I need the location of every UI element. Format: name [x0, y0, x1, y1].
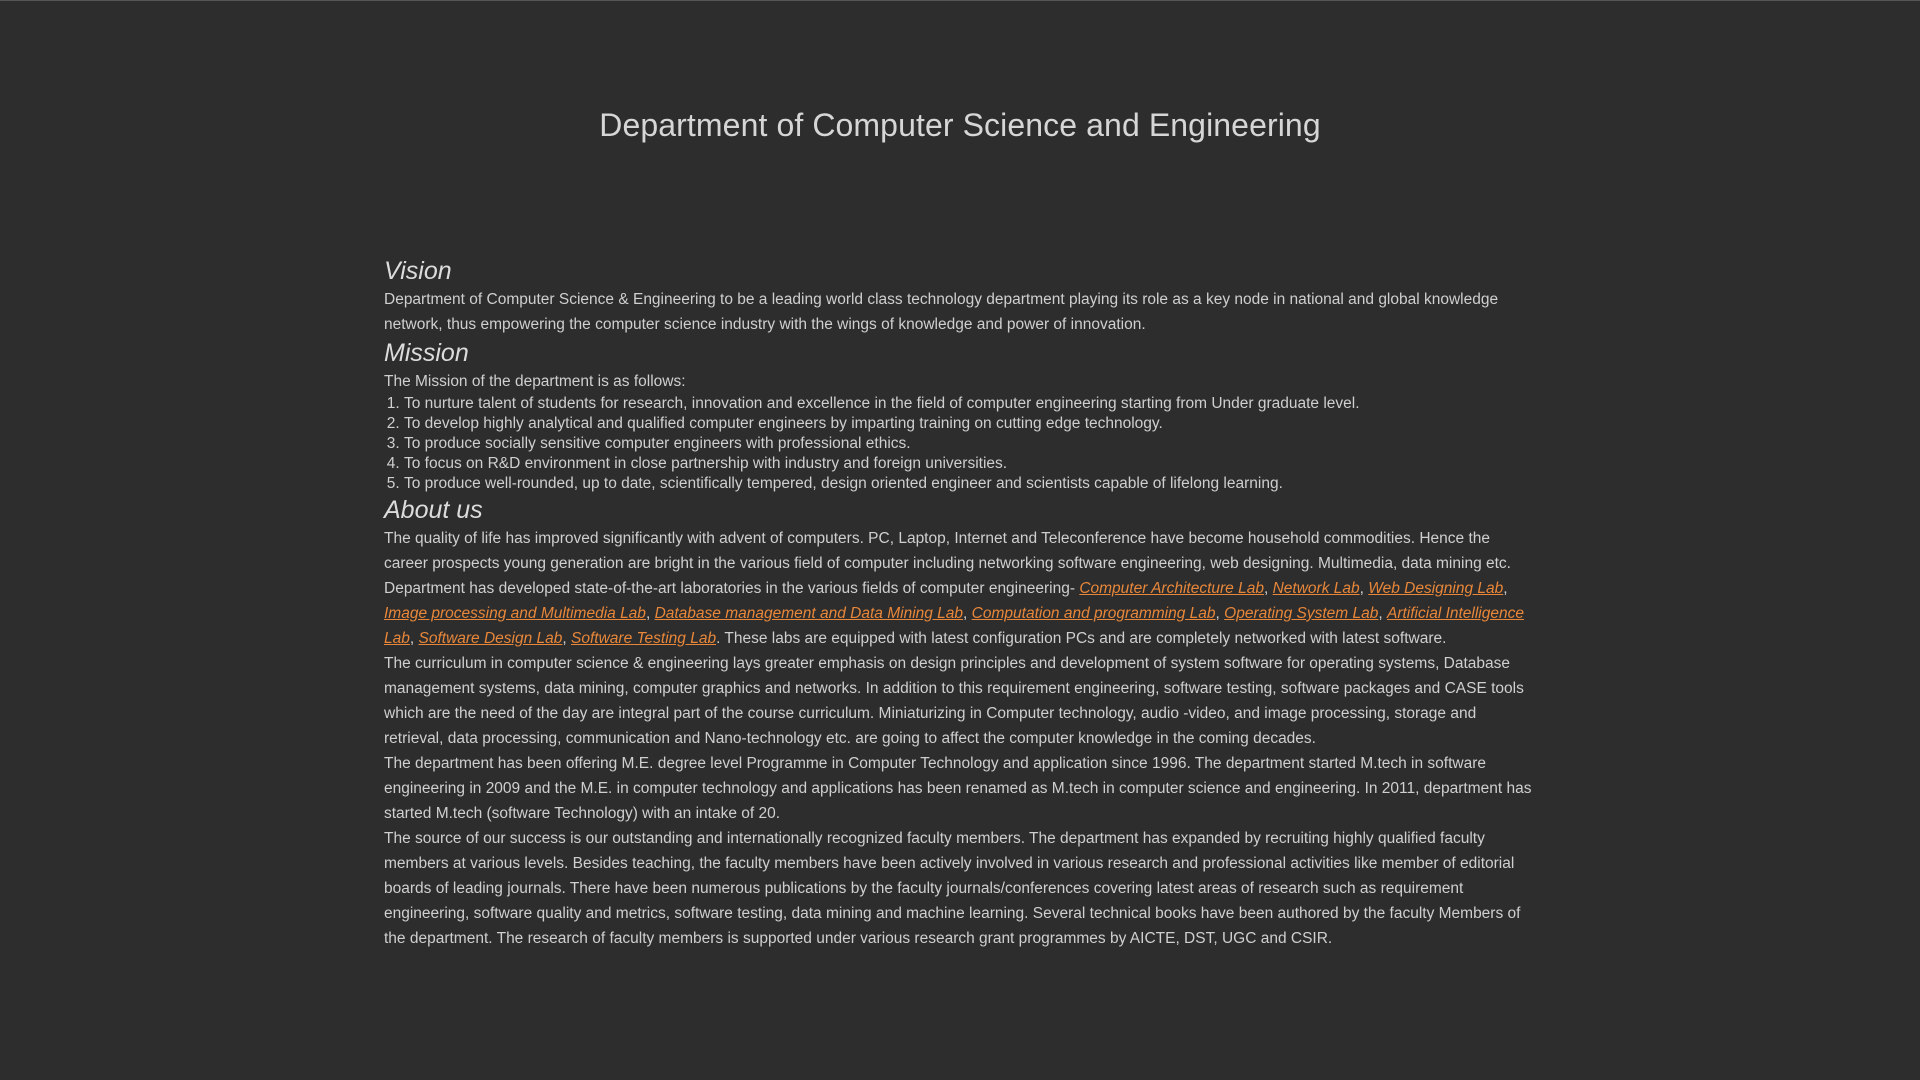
mission-intro: The Mission of the department is as follows: — [384, 373, 686, 390]
lab-link-operating-system[interactable]: Operating System Lab — [1224, 605, 1379, 622]
lab-link-computer-architecture[interactable]: Computer Architecture Lab — [1079, 580, 1264, 597]
lab-separator: , — [409, 630, 419, 647]
mission-item: 5. To produce well-rounded, up to date, scientifically tempered, design oriented engineer and scientists capable of lifelong learning. — [404, 474, 1534, 494]
about-paragraph-4: The source of our success is our outstanding and internationally recognized faculty members. The department has expanded by recruiting highly qualified faculty members at various levels. Besides teaching, the faculty members have been actively involved in various research and professional activities like member of editorial boards of leading journals. There have been numerous publications by the faculty journals/conferences covering latest areas of research such as requirement engineering, software quality and metrics, software testing, data mining and machine learning. Several technical books have been authored by the faculty Members of the department. The research of faculty members is supported under various research grant programmes by AICTE, DST, UGC and CSIR. — [384, 830, 1521, 947]
lab-link-database-management[interactable]: Database management and Data Mining Lab — [654, 605, 964, 622]
lab-separator: , — [963, 605, 972, 622]
vision-text: Department of Computer Science & Engineering to be a leading world class technology department playing its role as a key node in national and global knowledge network, thus empowering the computer science industry with the wings of knowledge and power of innovation. — [384, 291, 1499, 333]
lab-link-network[interactable]: Network Lab — [1272, 580, 1360, 597]
mission-item: 3. To produce socially sensitive computer engineers with professional ethics. — [404, 434, 1534, 454]
about-p1-text: The quality of life has improved significantly with advent of computers. PC, Laptop, Internet and Teleconference have become household commodities. Hence the career prospects young generation are bright in the various field of computer including networking software engineering, web designing. Multimedia, data mining etc. Department has developed state-of-the-art laboratories in the various fields of computer engineering- — [384, 530, 1511, 597]
about-p1-tail: . These labs are equipped with latest configuration PCs and are completely networked with latest software. — [716, 630, 1447, 647]
lab-link-software-design[interactable]: Software Design Lab — [418, 630, 563, 647]
mission-item: 1. To nurture talent of students for research, innovation and excellence in the field of computer engineering starting from Under graduate level. — [404, 394, 1534, 414]
mission-item: 2. To develop highly analytical and qualified computer engineers by imparting training on cutting edge technology. — [404, 414, 1534, 434]
about-paragraph-3: The department has been offering M.E. degree level Programme in Computer Technology and application since 1996. The department started M.tech in software engineering in 2009 and the M.E. in computer technology and applications has been renamed as M.tech in computer science and engineering. In 2011, department has started M.tech (software Technology) with an intake of 20. — [384, 755, 1532, 822]
mission-list — [384, 394, 1534, 494]
about-paragraph-2: The curriculum in computer science & engineering lays greater emphasis on design principles and development of system software for operating systems, Database management systems, data mining, computer graphics and networks. In addition to this requirement engineering, software testing, software packages and CASE tools which are the need of the day are integral part of the course curriculum. Miniaturizing in Computer technology, audio -video, and image processing, storage and retrieval, data processing, communication and Nano-technology etc. are going to affect the computer knowledge in the coming decades. — [384, 655, 1524, 747]
about-heading: About us — [384, 496, 483, 524]
lab-link-computation-programming[interactable]: Computation and programming Lab — [971, 605, 1216, 622]
lab-link-software-testing[interactable]: Software Testing Lab — [571, 630, 717, 647]
lab-link-artificial-intelligence[interactable]: Artificial Intelligence Lab — [384, 605, 1524, 647]
main-content — [384, 255, 1534, 951]
lab-separator: , — [562, 630, 572, 647]
page-title: Department of Computer Science and Engineering — [599, 107, 1321, 143]
vision-heading: Vision — [384, 257, 452, 285]
lab-separator: , — [645, 605, 655, 622]
lab-separator: , — [1378, 605, 1387, 622]
mission-heading: Mission — [384, 339, 469, 367]
lab-link-web-designing[interactable]: Web Designing Lab — [1368, 580, 1504, 597]
about-paragraph-1 — [384, 526, 1534, 651]
lab-separator: , — [1215, 605, 1225, 622]
lab-separator: , — [1359, 580, 1369, 597]
lab-separator: , — [1503, 580, 1508, 597]
mission-item: 4. To focus on R&D environment in close partnership with industry and foreign universities. — [404, 454, 1534, 474]
lab-separator: , — [1263, 580, 1273, 597]
lab-link-image-processing[interactable]: Image processing and Multimedia Lab — [384, 605, 646, 622]
